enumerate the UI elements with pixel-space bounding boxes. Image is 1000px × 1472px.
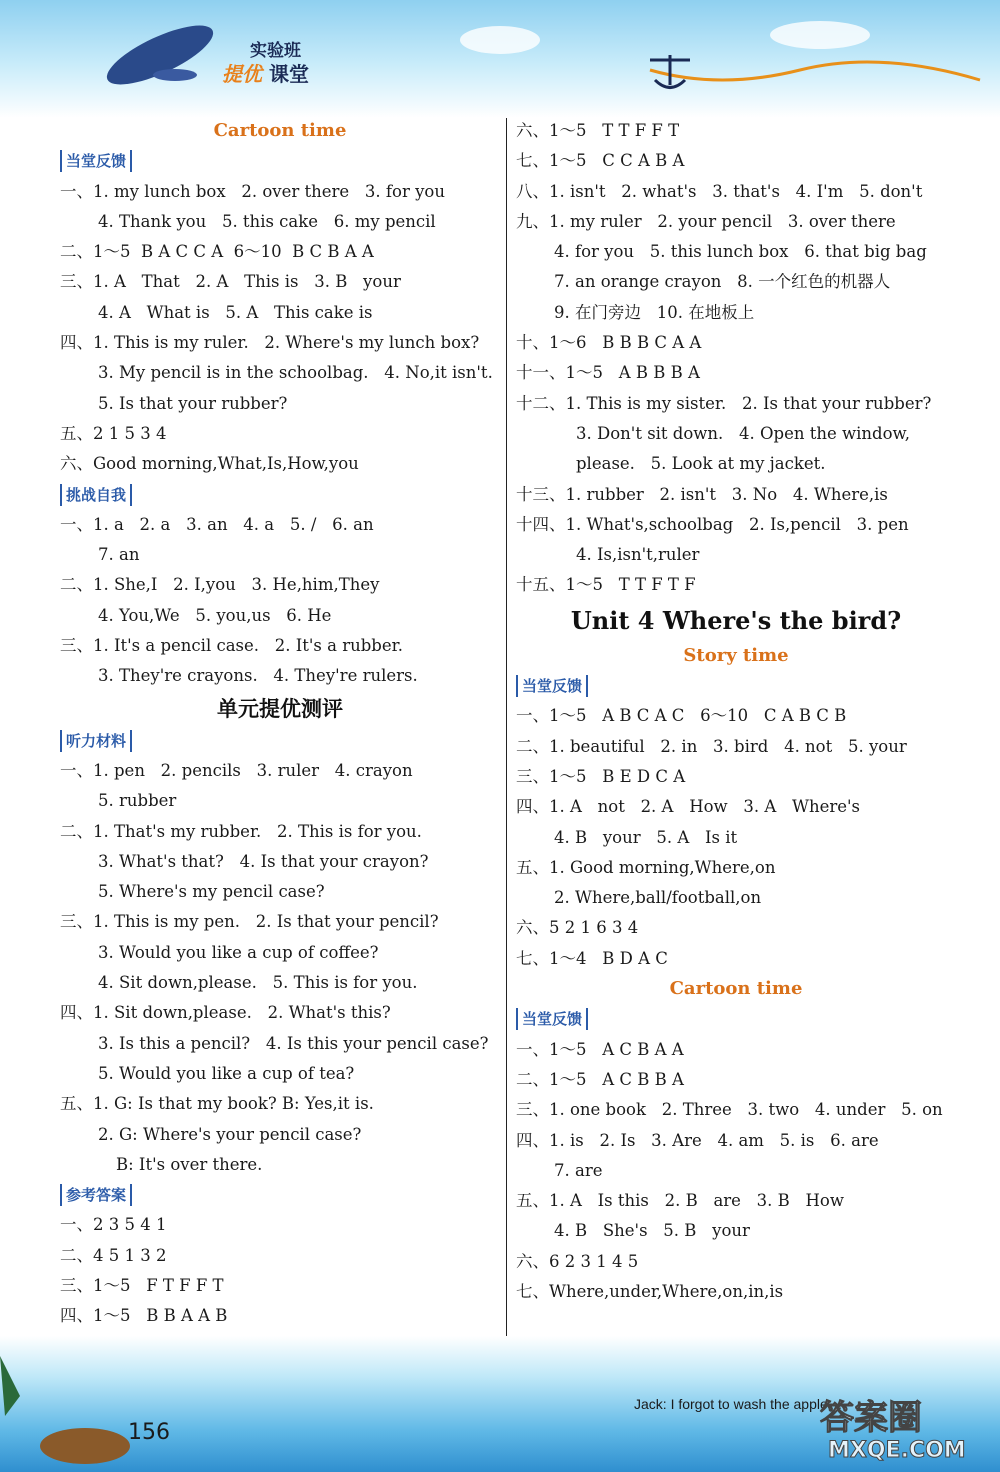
answer-line: 四、1. This is my ruler. 2. Where's my lunch box?: [60, 333, 480, 353]
answer-line: 2. G: Where's your pencil case?: [98, 1124, 362, 1144]
answer-line: 五、1. G: Is that my book? B: Yes,it is.: [60, 1094, 374, 1114]
answer-line: 四、1. Sit down,please. 2. What's this?: [60, 1003, 391, 1023]
answer-line: 3. Would you like a cup of coffee?: [98, 942, 379, 962]
section-title: Cartoon time: [669, 978, 803, 1000]
answer-line: 七、1～4 B D A C: [516, 948, 668, 968]
answer-line: 5. Is that your rubber?: [98, 393, 288, 413]
rope-icon: [650, 62, 980, 80]
brand-name: [222, 58, 309, 87]
small-dolphin-icon: [153, 69, 197, 81]
answer-line: please. 5. Look at my jacket.: [576, 454, 826, 474]
section-tag: 挑战自我: [60, 484, 132, 506]
answer-line: 4. B your 5. A Is it: [554, 827, 738, 847]
answer-line: 4. Sit down,please. 5. This is for you.: [98, 973, 418, 993]
answer-line: 六、1～5 T T F F T: [516, 121, 680, 140]
section-tag-row: [60, 146, 500, 176]
section-tag-row: [60, 726, 500, 756]
answer-line: 五、1. A Is this 2. B are 3. B How: [516, 1191, 844, 1211]
cloud-icon: [460, 26, 540, 54]
section-tag-row: [516, 1004, 956, 1034]
answer-line: 十三、1. rubber 2. isn't 3. No 4. Where,is: [516, 484, 888, 504]
footer-quote: Jack: I forgot to wash the apple.: [634, 1396, 832, 1412]
answer-line: 4. You,We 5. you,us 6. He: [98, 605, 332, 625]
answer-line: 八、1. isn't 2. what's 3. that's 4. I'm 5. don't: [516, 181, 923, 201]
answer-line: 七、1～5 C C A B A: [516, 151, 685, 171]
answer-line: 二、1. beautiful 2. in 3. bird 4. not 5. your: [516, 736, 907, 756]
answer-line: 2. Where,ball/football,on: [554, 888, 762, 908]
answer-line: 三、1～5 F T F F T: [60, 1275, 224, 1295]
answer-line: 四、1～5 B B A A B: [60, 1306, 228, 1326]
right-column: [516, 116, 956, 1307]
answer-line: 4. for you 5. this lunch box 6. that big bag: [554, 242, 927, 262]
section-tag-row: [60, 480, 500, 510]
answer-line: 一、1. a 2. a 3. an 4. a 5. / 6. an: [60, 514, 374, 534]
answer-line: 三、1. one book 2. Three 3. two 4. under 5. on: [516, 1100, 943, 1120]
answer-line: 四、1. A not 2. A How 3. A Where's: [516, 797, 861, 817]
answer-line: 二、1. That's my rubber. 2. This is for you.: [60, 821, 422, 841]
answer-line: 3. They're crayons. 4. They're rulers.: [98, 666, 418, 686]
answer-line: 3. Don't sit down. 4. Open the window,: [576, 423, 910, 443]
section-tag: 当堂反馈: [516, 675, 588, 697]
section-tag: 参考答案: [60, 1184, 132, 1206]
palm-leaf-icon: [0, 1356, 20, 1416]
brand-highlight: 提优: [222, 62, 262, 86]
answer-line: 七、Where,under,Where,on,in,is: [516, 1281, 784, 1301]
answer-line: 一、1～5 A B C A C 6～10 C A B C B: [516, 706, 847, 726]
answer-line: 4. A What is 5. A This cake is: [98, 302, 373, 322]
watermark-url: MXQE.COM: [828, 1438, 966, 1463]
section-tag: 听力材料: [60, 730, 132, 752]
answer-line: 7. are: [554, 1160, 603, 1180]
answer-line: 三、1. A That 2. A This is 3. B your: [60, 272, 401, 292]
section-title: Cartoon time: [213, 120, 347, 141]
answer-line: 三、1～5 B E D C A: [516, 766, 686, 786]
answer-line: 4. Thank you 5. this cake 6. my pencil: [98, 211, 436, 231]
answer-line: 7. an: [98, 545, 140, 565]
column-divider: [506, 118, 507, 1338]
answer-line: 7. an orange crayon 8. 一个红色的机器人: [554, 272, 891, 292]
unit-title: Unit 4 Where's the bird?: [570, 605, 902, 635]
seal-icon: [40, 1428, 130, 1464]
section-tag: 当堂反馈: [60, 150, 132, 172]
page-number: 156: [128, 1420, 170, 1445]
answer-line: 十五、1～5 T T F T F: [516, 575, 696, 595]
section-tag-row: [516, 671, 956, 701]
section-tag: 当堂反馈: [516, 1008, 588, 1030]
answer-line: 四、1. is 2. Is 3. Are 4. am 5. is 6. are: [516, 1130, 879, 1150]
answer-line: 二、1～5 B A C C A 6～10 B C B A A: [60, 242, 374, 262]
answer-line: 二、1～5 A C B B A: [516, 1069, 684, 1089]
answer-line: 六、5 2 1 6 3 4: [516, 918, 639, 938]
brand-top-text: 实验班: [250, 41, 301, 61]
answer-line: 一、1～5 A C B A A: [516, 1039, 684, 1059]
watermark-logo: 答案圈: [820, 1398, 922, 1438]
answer-line: 一、1. my lunch box 2. over there 3. for you: [60, 181, 445, 201]
answer-line: 五、1. Good morning,Where,on: [516, 857, 776, 877]
answer-line: 3. Is this a pencil? 4. Is this your pencil case?: [98, 1033, 489, 1053]
unit-test-title: 单元提优测评: [217, 696, 343, 721]
section-title: Story time: [683, 644, 789, 666]
answer-line: 二、1. She,I 2. I,you 3. He,him,They: [60, 575, 380, 595]
answer-line: 五、2 1 5 3 4: [60, 423, 167, 443]
answer-line: 三、1. It's a pencil case. 2. It's a rubber.: [60, 636, 403, 656]
section-tag-row: [60, 1180, 500, 1210]
cloud-icon: [770, 21, 870, 49]
dolphin-icon: [100, 14, 220, 96]
answer-line: 一、1. pen 2. pencils 3. ruler 4. crayon: [60, 760, 413, 780]
answer-line: 二、4 5 1 3 2: [60, 1245, 167, 1265]
answer-line: 5. Would you like a cup of tea?: [98, 1063, 355, 1083]
answer-line: 六、Good morning,What,Is,How,you: [60, 454, 359, 474]
left-column: [60, 116, 500, 1362]
answer-line: 5. Where's my pencil case?: [98, 882, 325, 902]
answer-line: 十一、1～5 A B B B A: [516, 363, 700, 383]
answer-line: 5. rubber: [98, 791, 177, 811]
answer-line: 3. What's that? 4. Is that your crayon?: [98, 851, 429, 871]
answer-line: 三、1. This is my pen. 2. Is that your pencil?: [60, 912, 439, 932]
answer-line: 4. B She's 5. B your: [554, 1221, 750, 1241]
header-decoration: [0, 0, 1000, 118]
answer-line: 4. Is,isn't,ruler: [576, 545, 700, 565]
answer-line: 九、1. my ruler 2. your pencil 3. over there: [516, 211, 896, 231]
page-header-banner: [0, 0, 1000, 118]
answer-line: 十二、1. This is my sister. 2. Is that your rubber?: [516, 393, 932, 413]
answer-line: B: It's over there.: [116, 1154, 263, 1174]
answer-line: 十、1～6 B B B C A A: [516, 333, 702, 353]
brand-bottom-text: 课堂: [268, 62, 309, 86]
answer-line: 3. My pencil is in the schoolbag. 4. No,it isn't.: [98, 363, 493, 383]
answer-line: 一、2 3 5 4 1: [60, 1215, 167, 1235]
answer-line: 9. 在门旁边 10. 在地板上: [554, 302, 755, 322]
answer-line: 六、6 2 3 1 4 5: [516, 1251, 639, 1271]
answer-line: 十四、1. What's,schoolbag 2. Is,pencil 3. pen: [516, 514, 909, 534]
